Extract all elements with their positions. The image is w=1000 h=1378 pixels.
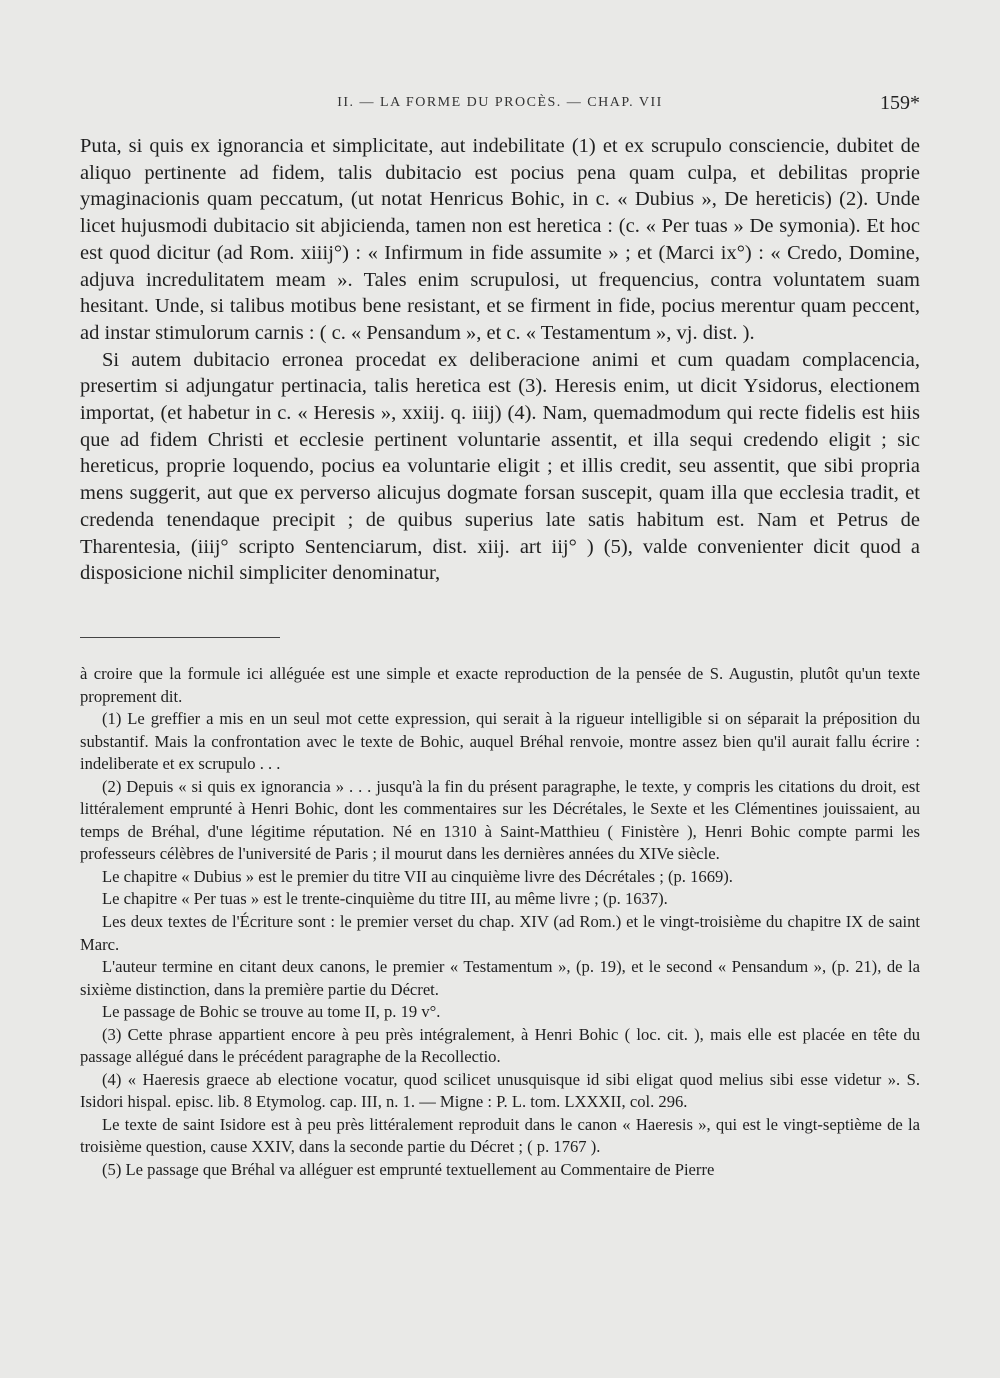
footnote-separator	[80, 637, 280, 638]
footnote: Le texte de saint Isidore est à peu près littéralement reproduit dans le canon « Haeresis », qui est le vingt-septième de la troisième question, cause XXIV, dans la seconde partie du Décret ; ( p. 1767 ).	[80, 1114, 920, 1157]
main-paragraph: Si autem dubitacio erronea procedat ex deliberacione animi et cum quadam complacencia, presertim si adjungatur pertinacia, talis heretica est (3). Heresis enim, ut dicit Ysidorus, electionem importat, (et habetur in c. « Heresis », xxiij. q. iiij) (4). Nam, quemadmodum qui recte fidelis est hiis que ad fidem Christi et ecclesie pertinent voluntarie assentit, et illa sequi credendo eligit ; sic hereticus, proprie loquendo, pocius ea voluntarie eligit ; et illis credit, seu assentit, que sibi propria mens suggerit, aut que ex perverso alicujus dogmate forsan suscepit, quam illa que ecclesia tradit, et credenda tenendaque precipit ; de quibus superius late satis habitum est. Nam et Petrus de Tharentesia, (iiij° scripto Sentenciarum, dist. xiij. art iij° ) (5), valde convenienter dicit quod a disposicione nichil simpliciter denominatur,	[80, 348, 920, 585]
page-header	[80, 92, 920, 120]
footnote: (5) Le passage que Bréhal va alléguer est emprunté textuellement au Commentaire de Pierre	[102, 1160, 715, 1180]
running-head: II. — LA FORME DU PROCÈS. — CHAP. VII	[337, 95, 663, 110]
footnote: (2) Depuis « si quis ex ignorancia » . . . jusqu'à la fin du présent paragraphe, le texte, y compris les citations du droit, est littéralement emprunté à Henri Bohic, dont les commentaires sur les Décrétales, le Sexte et les Clémentines jouissaient, au temps de Bréhal, d'une légitime réputation. Né en 1310 à Saint-Matthieu ( Finistère ), Henri Bohic compte parmi les professeurs célèbres de l'université de Paris ; il mourut dans les dernières années du XIVe siècle.	[80, 776, 920, 864]
footnote: (1) Le greffier a mis en un seul mot cette expression, qui serait à la rigueur intelligible si on séparait la préposition du substantif. Mais la confrontation avec le texte de Bohic, auquel Bréhal renvoie, montre assez bien qu'il aurait fallu écrire : indeliberate et ex scrupulo . . .	[80, 709, 920, 774]
footnote: L'auteur termine en citant deux canons, le premier « Testamentum », (p. 19), et le second « Pensandum », (p. 21), de la sixième distinction, dans la première partie du Décret.	[80, 957, 920, 999]
footnote: Le chapitre « Dubius » est le premier du titre VII au cinquième livre des Décrétales ; (p. 1669).	[102, 866, 733, 886]
footnote: Les deux textes de l'Écriture sont : le premier verset du chap. XIV (ad Rom.) et le vingt-troisième du chapitre IX de saint Marc.	[80, 912, 920, 954]
footnote: à croire que la formule ici alléguée est une simple et exacte reproduction de la pensée de S. Augustin, plutôt qu'un texte proprement dit.	[80, 664, 920, 706]
main-text	[80, 133, 920, 587]
footnote: Le chapitre « Per tuas » est le trente-cinquième du titre III, au même livre ; (p. 1637).	[102, 889, 668, 909]
footnote: (4) « Haeresis graece ab electione vocatur, quod scilicet unusquisque id sibi eligat quod melius sibi esse videtur ». S. Isidori hispal. episc. lib. 8 Etymolog. cap. III, n. 1. — Migne : P. L. tom. LXXXII, col. 296.	[80, 1069, 920, 1112]
page-number: 159*	[880, 92, 920, 114]
main-paragraph: Puta, si quis ex ignorancia et simplicitate, aut indebilitate (1) et ex scrupulo consciencie, dubitet de aliquo pertinente ad fidem, talis dubitacio est pocius pena quam culpa, et debilitas proprie ymaginacionis quam peccatum, (ut notat Henricus Bohic, in c. « Dubius », De hereticis) (2). Unde licet hujusmodi dubitacio sit abjicienda, tamen non est heretica : (c. « Per tuas » De symonia). Et hoc est quod dicitur (ad Rom. xiiij°) : « Infirmum in fide assumite » ; et (Marci ix°) : « Credo, Domine, adjuva incredulitatem meam ». Tales enim scrupulosi, ut frequencius, contra voluntatem suam hesitant. Unde, si talibus motibus bene resistant, et se firment in fide, pocius merentur quam peccent, ad instar stimulorum carnis : ( c. « Pensandum », et c. « Testamentum », vj. dist. ).	[80, 135, 920, 344]
footnotes	[80, 663, 920, 1182]
footnote: Le passage de Bohic se trouve au tome II, p. 19 v°.	[102, 1002, 441, 1022]
footnote: (3) Cette phrase appartient encore à peu près intégralement, à Henri Bohic ( loc. cit. ), mais elle est placée en tête du passage allégué dans le précédent paragraphe de la Recollectio.	[80, 1024, 920, 1067]
